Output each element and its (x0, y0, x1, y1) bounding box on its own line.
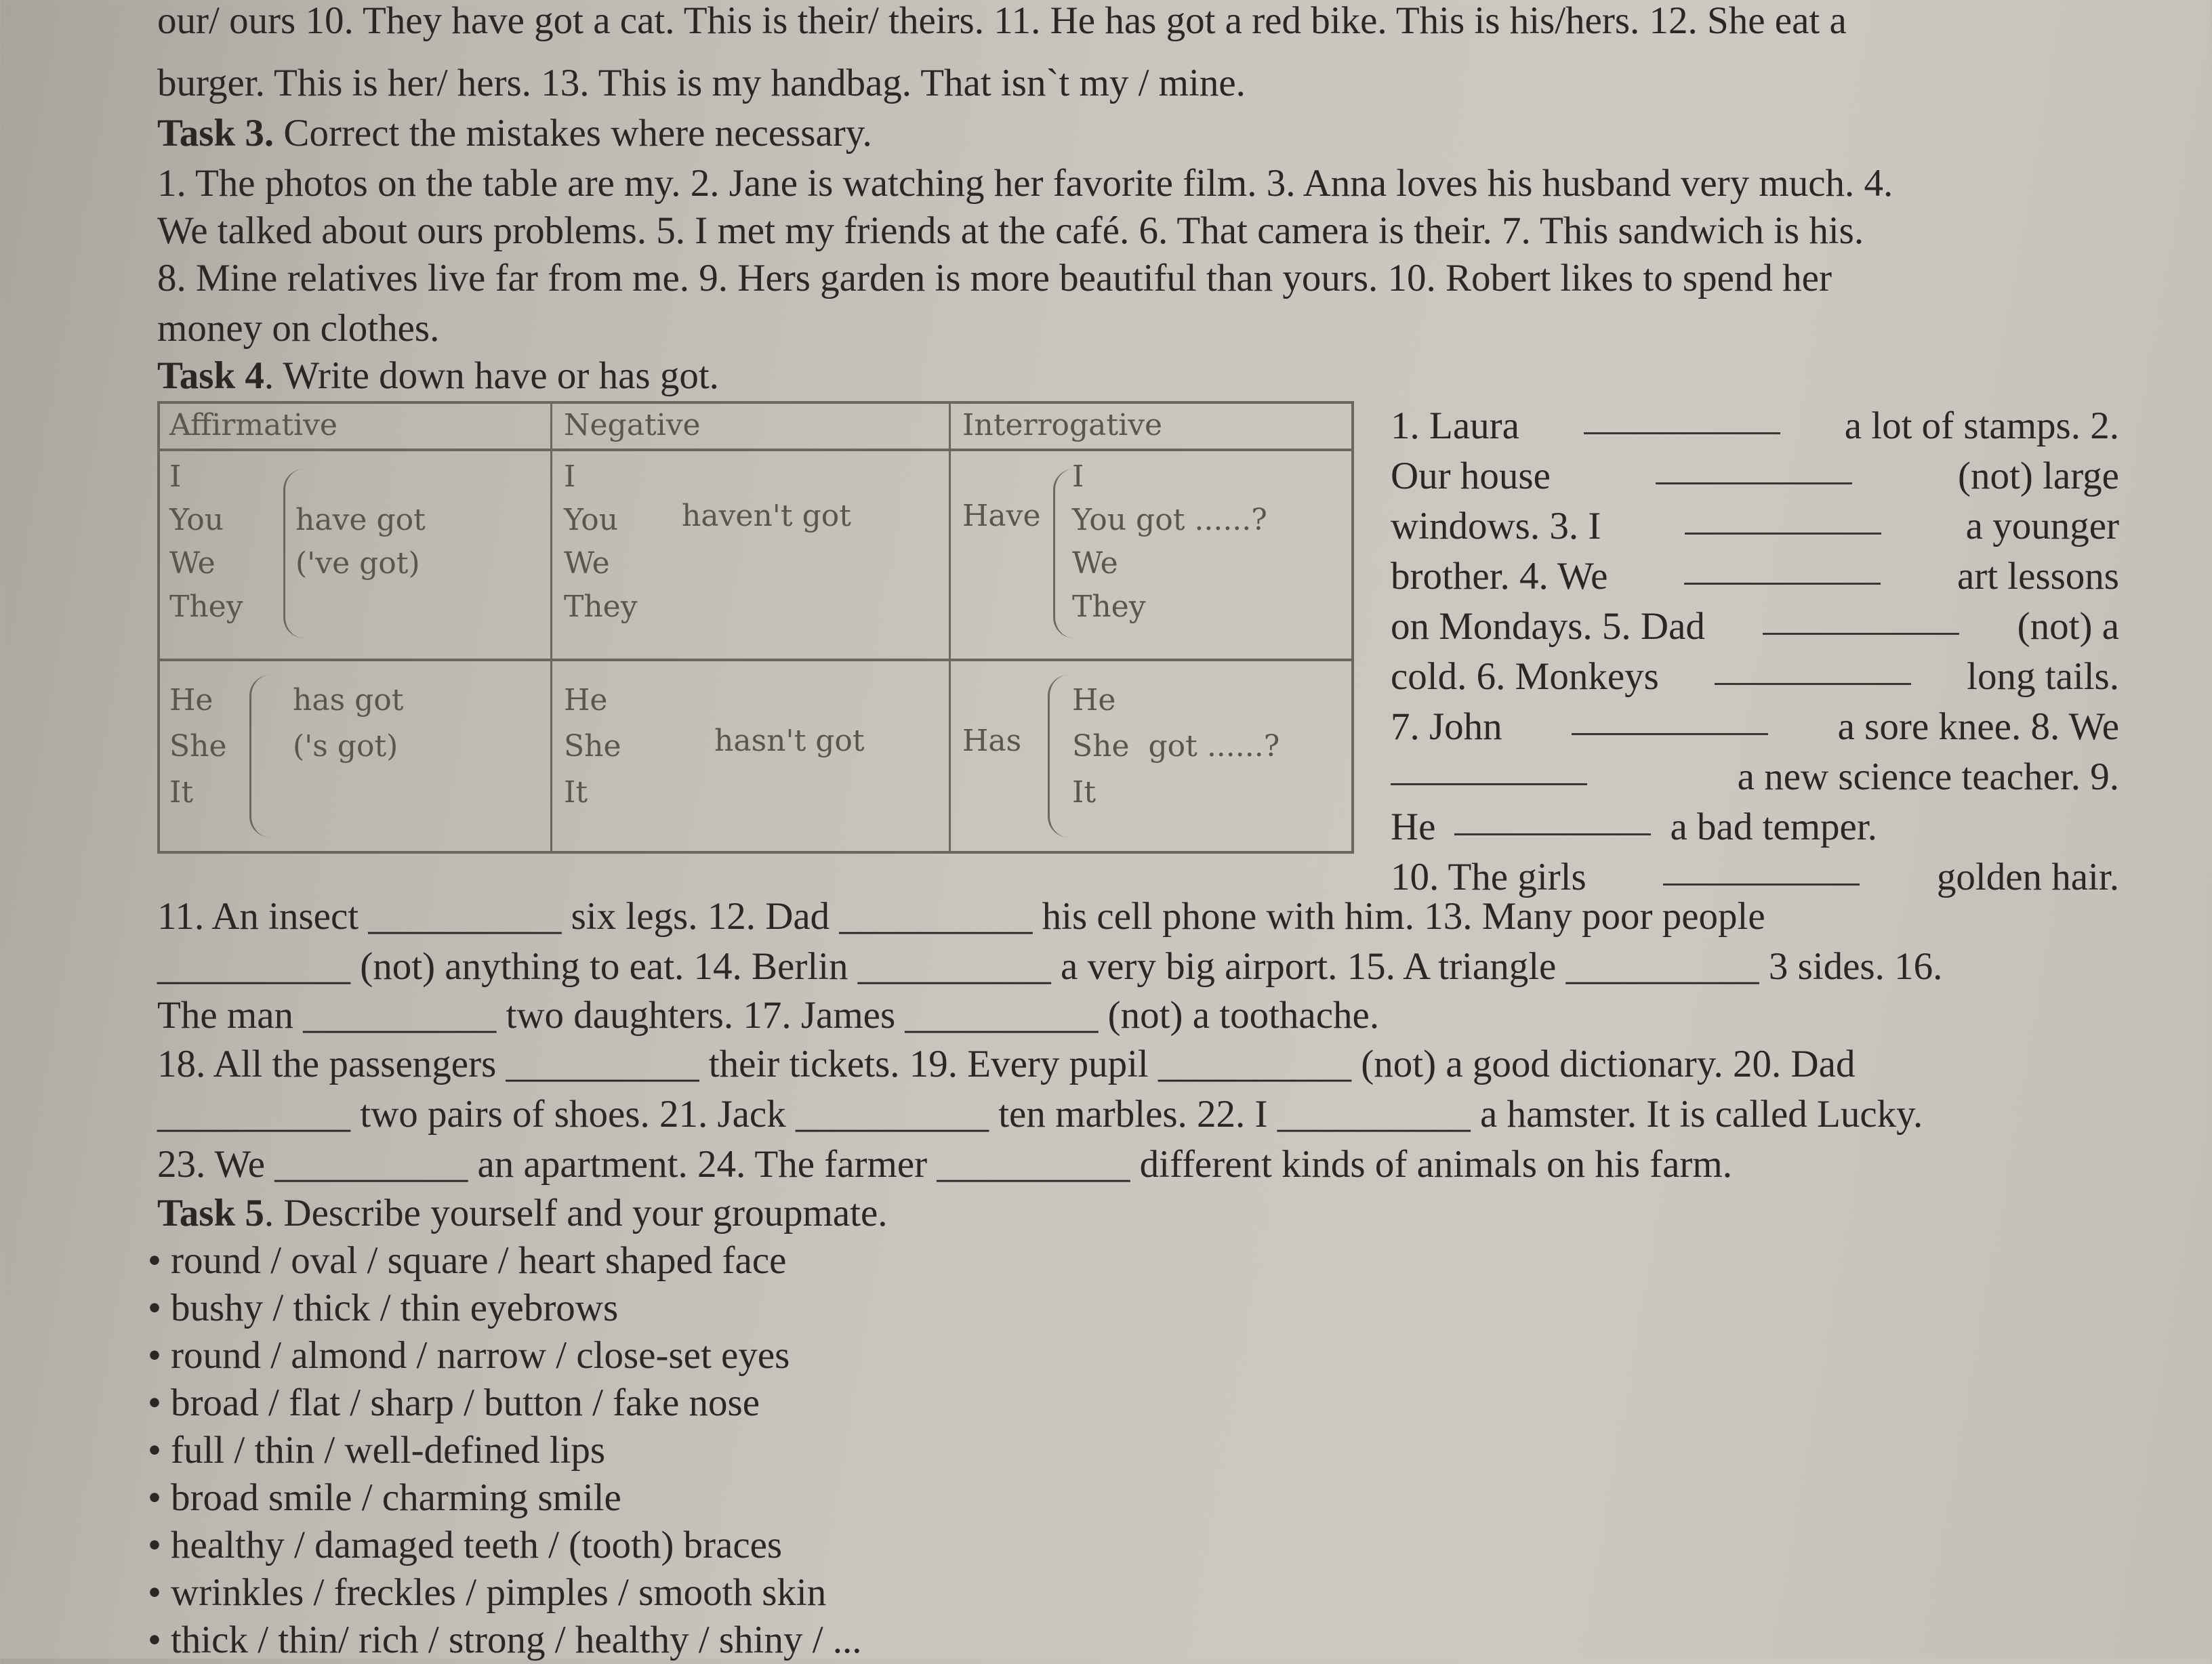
task4-bottom-line-4: 18. All the passengers __________ their tickets. 19. Every pupil __________ (not) a good dictionary. 20. Dad (157, 1043, 1856, 1085)
grammar-table (157, 401, 1354, 854)
right-line: windows. 3. I a younger (1391, 501, 2119, 552)
row1-int-aux: Have (962, 499, 1041, 533)
right-line: 1. Laura a lot of stamps. 2. (1391, 401, 2119, 451)
row2-neg-pronouns: He She It (564, 683, 621, 810)
task4-right-column (1391, 401, 2119, 902)
task5-bullet: • bushy / thick / thin eyebrows (148, 1285, 618, 1332)
task4-bottom-line-6: 23. We __________ an apartment. 24. The farmer __________ different kinds of animals on his farm. (157, 1143, 1733, 1186)
row2-int-aux: Has (962, 724, 1022, 758)
header-negative: Negative (564, 408, 701, 442)
row2-neg-verb: hasn't got (714, 724, 865, 758)
intro-line-2: burger. This is her/ hers. 13. This is my handbag. That isn`t my / mine. (157, 62, 1246, 104)
task5-bullet: • thick / thin/ rich / strong / healthy / shiny / ... (148, 1617, 862, 1664)
task4-bottom-line-5: __________ two pairs of shoes. 21. Jack __________ ten marbles. 22. I __________ a hamster. It is called Lucky. (157, 1093, 1923, 1136)
task3-instruction: Correct the mistakes where necessary. (274, 112, 872, 154)
row1-neg-verb: haven't got (682, 499, 851, 533)
task4-bottom-line-2: __________ (not) anything to eat. 14. Berlin __________ a very big airport. 15. A triangle __________ 3 sides. 16. (157, 945, 1943, 988)
task3-line-1: 1. The photos on the table are my. 2. Jane is watching her favorite film. 3. Anna loves his husband very much. 4. (157, 162, 1893, 205)
row2-aff-verb: has got ('s got) (293, 683, 404, 764)
task5-bullet: • full / thin / well-defined lips (148, 1427, 605, 1474)
right-line: 10. The girls golden hair. (1391, 852, 2119, 902)
task3-line-2: We talked about ours problems. 5. I met my friends at the café. 6. That camera is their. 7. This sandwich is his. (157, 209, 1864, 252)
task3-heading: Task 3. (157, 112, 274, 154)
intro-line-1: our/ ours 10. They have got a cat. This is their/ theirs. 11. He has got a red bike. This is his/hers. 12. She eat a (157, 0, 1847, 42)
task5-bullet: • round / almond / narrow / close-set eyes (148, 1332, 790, 1379)
task5-bullet: • round / oval / square / heart shaped face (148, 1237, 786, 1285)
task4-heading-line (157, 352, 719, 400)
task3-line-4: money on clothes. (157, 307, 440, 350)
task5-heading-line (157, 1190, 888, 1237)
header-interrogative: Interrogative (962, 408, 1163, 442)
right-line: 7. John a sore knee. 8. We (1391, 702, 2119, 752)
task5-heading: Task 5 (157, 1192, 264, 1234)
row1-int-pronouns: I You got ......? We They (1072, 459, 1267, 624)
row2-int-pronouns: He She got ......? It (1072, 683, 1280, 810)
right-line: Our house (not) large (1391, 451, 2119, 501)
task4-heading: Task 4 (157, 354, 264, 397)
row2-aff-pronouns: He She It (169, 683, 227, 810)
task5-bullet: • wrinkles / freckles / pimples / smooth skin (148, 1569, 826, 1617)
task3-heading-line (157, 110, 872, 157)
right-line: brother. 4. We art lessons (1391, 552, 2119, 602)
row1-aff-verb: have got ('ve got) (295, 503, 426, 581)
right-line: cold. 6. Monkeys long tails. (1391, 652, 2119, 702)
task5-bullet: • broad / flat / sharp / button / fake nose (148, 1379, 760, 1427)
task4-instruction: . Write down have or has got. (264, 354, 719, 397)
task3-line-3: 8. Mine relatives live far from me. 9. Hers garden is more beautiful than yours. 10. Robert likes to spend her (157, 257, 1832, 299)
task5-instruction: . Describe yourself and your groupmate. (264, 1192, 888, 1234)
right-line: a new science teacher. 9. (1391, 752, 2119, 802)
row1-aff-pronouns: I You We They (169, 459, 243, 624)
task5-bullet: • healthy / damaged teeth / (tooth) braces (148, 1522, 782, 1569)
task4-bottom-line-3: The man __________ two daughters. 17. James __________ (not) a toothache. (157, 994, 1380, 1037)
row1-neg-pronouns: I You We They (564, 459, 638, 624)
right-line: He a bad temper. (1391, 802, 2119, 852)
header-affirmative: Affirmative (169, 408, 337, 442)
task5-bullet: • broad smile / charming smile (148, 1474, 621, 1522)
right-line: on Mondays. 5. Dad (not) a (1391, 602, 2119, 652)
task4-bottom-line-1: 11. An insect __________ six legs. 12. Dad __________ his cell phone with him. 13. Many poor people (157, 895, 1765, 938)
